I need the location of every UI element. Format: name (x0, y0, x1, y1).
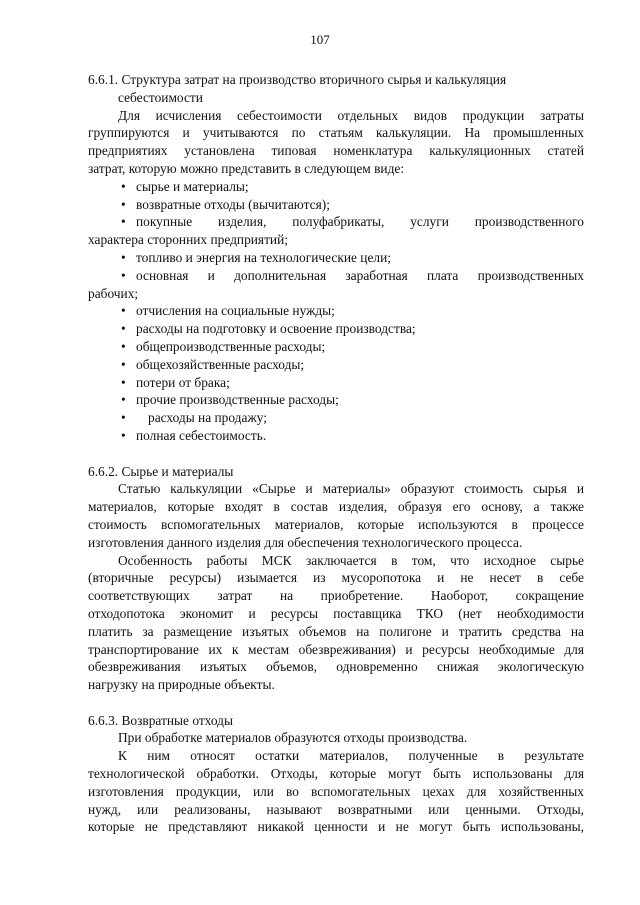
list-item: • сырье и материалы; (118, 178, 584, 196)
list-item: • общехозяйственные расходы; (118, 356, 584, 374)
section-heading: 6.6.2. Сырье и материалы (88, 463, 234, 479)
list-item: • потери от брака; (118, 374, 584, 392)
page-number: 107 (310, 32, 330, 47)
paragraph-line: предприятиях установлена типовая номенклатура калькуляционных статей (88, 143, 584, 159)
section-heading: 6.6.3. Возвратные отходы (88, 712, 233, 728)
paragraph-line: нагрузку на природные объекты. (88, 677, 275, 693)
section-heading: 6.6.1. Структура затрат на производство вторичного сырья и калькуляция (88, 72, 507, 87)
list-item-cont: характера сторонних предприятий; (88, 232, 288, 248)
paragraph-line: При обработке материалов образуются отходы производства. (118, 730, 468, 746)
list-item: • прочие производственные расходы; (118, 391, 584, 409)
paragraph-line: К ним относят остатки материалов, полученные в результате (118, 748, 584, 764)
list-item: • расходы на продажу; (118, 409, 584, 427)
list-item: • расходы на подготовку и освоение производства; (118, 320, 584, 338)
paragraph-line: (вторичные ресурсы) изымается из мусоропотока и не несет в себе (88, 570, 584, 586)
paragraph-line: которые не представляют никакой ценности и не могут быть использованы, (88, 819, 584, 835)
paragraph-line: изготовления данного изделия для обеспечения технологического процесса. (88, 534, 523, 550)
paragraph-line: платить за размещение изъятых объемов на полигоне и тратить средства на (88, 623, 584, 639)
list-item: • возвратные отходы (вычитаются); (118, 196, 584, 214)
list-item: • топливо и энергия на технологические цели; (118, 249, 584, 267)
paragraph-line: Для исчисления себестоимости отдельных видов продукции затраты (118, 107, 584, 123)
section-heading-cont: себестоимости (118, 89, 203, 105)
list-item: • полная себестоимость. (118, 427, 584, 445)
paragraph-line: затрат, которую можно представить в следующем виде: (88, 160, 405, 176)
paragraph-line: изготовления продукции, или во вспомогательных цехах для хозяйственных (88, 783, 584, 799)
paragraph-line: обезвреживания изъятых объемов, одновременно снижая экологическую (88, 659, 584, 675)
paragraph-line: отходопотока экономит и ресурсы поставщика ТКО (нет необходимости (88, 605, 584, 621)
list-item: • основная и дополнительная заработная плата производственных (118, 267, 584, 285)
paragraph-line: материалов, которые входят в состав изделия, образуя его основу, а также (88, 499, 584, 515)
list-item-cont: рабочих; (88, 285, 139, 301)
paragraph-line: Особенность работы МСК заключается в том, что исходное сырье (118, 552, 584, 568)
paragraph-line: стоимость вспомогательных материалов, которые используются в процессе (88, 516, 584, 532)
list-item: • отчисления на социальные нужды; (118, 302, 584, 320)
paragraph-line: транспортирование их к местам обезвреживания) и ресурсы необходимые для (88, 641, 584, 657)
paragraph-line: нужд, или реализованы, называют возвратными или ценными. Отходы, (88, 801, 584, 817)
document-page (88, 0, 584, 836)
paragraph-line: Статью калькуляции «Сырье и материалы» образуют стоимость сырья и (118, 481, 584, 497)
paragraph-line: группируются и учитываются по статьям калькуляции. На промышленных (88, 125, 584, 141)
list-item: • общепроизводственные расходы; (118, 338, 584, 356)
paragraph-line: технологической обработки. Отходы, которые могут быть использованы для (88, 766, 584, 782)
paragraph-line: соответствующих затрат на приобретение. Наоборот, сокращение (88, 588, 584, 604)
list-item: • покупные изделия, полуфабрикаты, услуги производственного (118, 213, 584, 231)
